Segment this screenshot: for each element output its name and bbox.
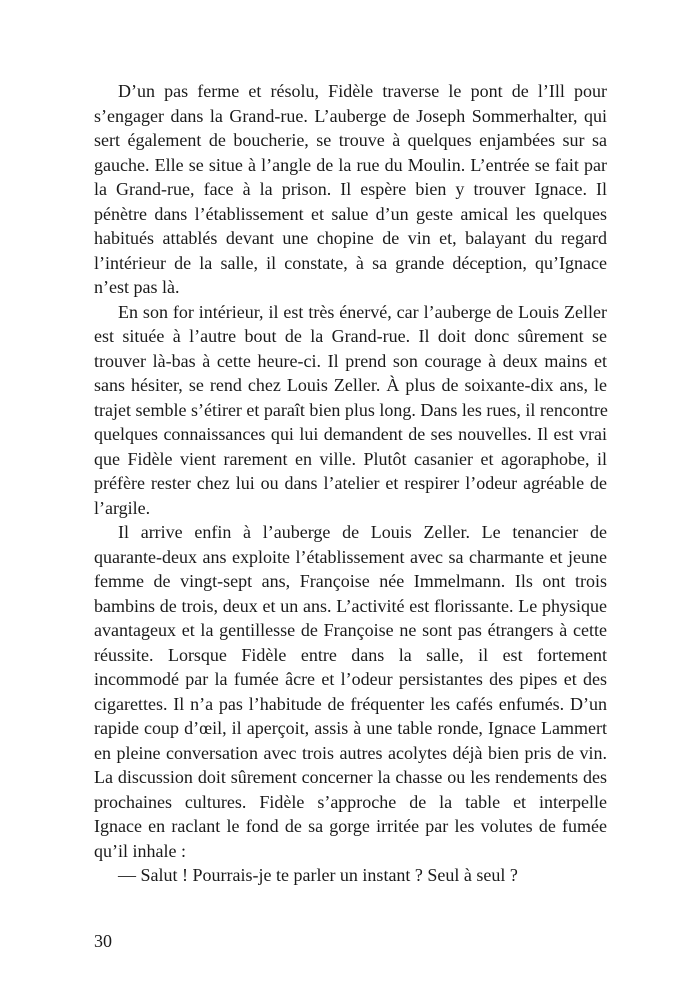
text-line: — Salut ! Pourrais-je te parler un instant ? Seul à seul ? xyxy=(118,865,518,885)
text-line: l’argile. xyxy=(94,497,151,518)
text-line: femme de vingt-sept ans, Françoise née Immelmann. Ils ont trois xyxy=(94,571,607,591)
text-line: la Grand-rue, face à la prison. Il espère bien y trouver Ignace. Il xyxy=(94,179,607,199)
text-line: réussite. Lorsque Fidèle entre dans la salle, il est fortement xyxy=(94,644,607,665)
text-line: cigarettes. Il n’a pas l’habitude de fréquenter les cafés enfumés. D’un xyxy=(94,693,607,714)
text-line: En son for intérieur, il est très énervé, car l’auberge de Louis Zeller xyxy=(118,301,607,322)
text-line: quelques connaissances qui lui demandent de ses nouvelles. Il est vrai xyxy=(94,424,607,444)
text-line: La discussion doit sûrement concerner la chasse ou les rendements des xyxy=(94,767,607,787)
text-line: pénètre dans l’établissement et salue d’un geste amical les quelques xyxy=(94,203,607,224)
text-line: trouver là-bas à cette heure-ci. Il prend son courage à deux mains et xyxy=(94,350,607,371)
text-line: trajet semble s’étirer et paraît bien plus long. Dans les rues, il rencontre xyxy=(94,399,608,420)
text-line: qu’il inhale : xyxy=(94,840,186,861)
text-line: Il arrive enfin à l’auberge de Louis Zeller. Le tenancier de xyxy=(118,522,607,542)
body-text xyxy=(94,79,607,888)
text-line: avantageux et la gentillesse de Françoise ne sont pas étrangers à cette xyxy=(94,620,607,640)
paragraph xyxy=(94,520,607,863)
text-line: gauche. Elle se situe à l’angle de la rue du Moulin. L’entrée se fait par xyxy=(94,154,607,175)
text-line: bambins de trois, deux et un ans. L’activité est florissante. Le physique xyxy=(94,595,607,616)
text-line: sert également de boucherie, se trouve à quelques enjambées sur sa xyxy=(94,130,607,150)
paragraph xyxy=(94,79,607,300)
text-line: n’est pas là. xyxy=(94,277,180,297)
text-line: préfère rester chez lui ou dans l’atelier et respirer l’odeur agréable de xyxy=(94,473,607,493)
text-line: prochaines cultures. Fidèle s’approche de la table et interpelle xyxy=(94,791,607,812)
text-line: s’engager dans la Grand-rue. L’auberge de Joseph Sommerhalter, qui xyxy=(94,105,607,126)
text-line: D’un pas ferme et résolu, Fidèle traverse le pont de l’Ill pour xyxy=(118,81,607,101)
text-line: incommodé par la fumée âcre et l’odeur persistantes des pipes et des xyxy=(94,669,607,689)
text-line: que Fidèle vient rarement en ville. Plutôt casanier et agoraphobe, il xyxy=(94,448,607,469)
text-line: Ignace en raclant le fond de sa gorge irritée par les volutes de fumée xyxy=(94,816,607,836)
text-line: est située à l’autre bout de la Grand-rue. Il doit donc sûrement se xyxy=(94,326,607,346)
text-line: rapide coup d’œil, il aperçoit, assis à une table ronde, Ignace Lammert xyxy=(94,718,607,738)
text-line: habitués attablés devant une chopine de vin et, balayant du regard xyxy=(94,228,607,248)
text-line: quarante-deux ans exploite l’établissement avec sa charmante et jeune xyxy=(94,546,607,567)
text-line: sans hésiter, se rend chez Louis Zeller. À plus de soixante-dix ans, le xyxy=(94,375,607,395)
page-number: 30 xyxy=(94,931,112,951)
paragraph xyxy=(94,300,607,521)
text-line: en pleine conversation avec trois autres acolytes déjà bien pris de vin. xyxy=(94,742,607,763)
text-line: l’intérieur de la salle, il constate, à sa grande déception, qu’Ignace xyxy=(94,252,607,273)
paragraph xyxy=(94,863,607,888)
